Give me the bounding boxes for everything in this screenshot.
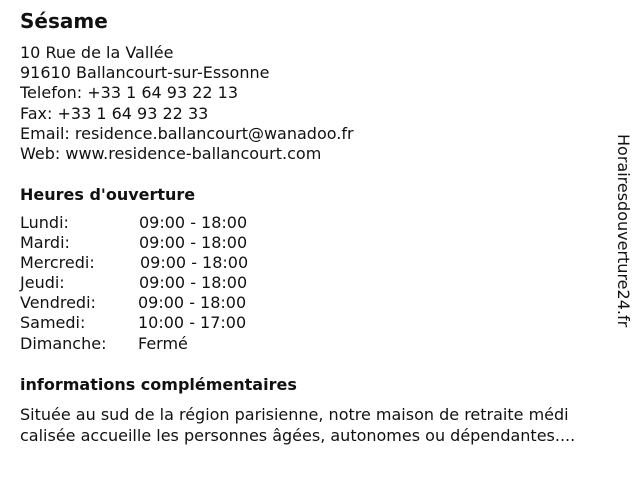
address-line-2: 91610 Ballancourt-sur-Essonne — [20, 63, 270, 83]
info-heading: informations complémentaires — [20, 375, 297, 394]
fax-number: Fax: +33 1 64 93 22 33 — [20, 103, 209, 123]
time-range: Fermé — [138, 333, 188, 353]
day-label: Vendredi: — [20, 293, 96, 313]
description-text — [20, 404, 620, 446]
time-range: 09:00 - 18:00 — [139, 273, 248, 293]
time-range: 09:00 - 18:00 — [140, 253, 249, 273]
hours-heading: Heures d'ouverture — [20, 185, 196, 204]
time-range: 10:00 - 17:00 — [138, 313, 247, 333]
phone-number: Telefon: +33 1 64 93 22 13 — [20, 83, 239, 103]
business-name: Sésame — [20, 9, 108, 33]
day-label: Mercredi: — [20, 253, 95, 273]
website-url: Web: www.residence-ballancourt.com — [20, 144, 322, 164]
contact-block — [20, 43, 354, 164]
watermark — [612, 134, 636, 370]
day-label: Lundi: — [20, 213, 69, 232]
description-line-2: calisée accueille les personnes âgées, autonomes ou dépendantes.... — [20, 426, 576, 445]
day-label: Samedi: — [20, 313, 86, 333]
day-label: Dimanche: — [20, 333, 107, 353]
email-address: Email: residence.ballancourt@wanadoo.fr — [20, 123, 354, 143]
time-range: 09:00 - 18:00 — [139, 233, 248, 253]
day-label: Mardi: — [20, 233, 70, 253]
description-line-1: Située au sud de la région parisienne, notre maison de retraite médi — [20, 405, 569, 424]
watermark-text: Horairesdouverture24.fr — [614, 134, 633, 328]
day-label: Jeudi: — [20, 273, 65, 293]
time-range: 09:00 - 18:00 — [139, 213, 248, 232]
time-range: 09:00 - 18:00 — [138, 293, 247, 313]
address-line-1: 10 Rue de la Vallée — [20, 43, 174, 62]
